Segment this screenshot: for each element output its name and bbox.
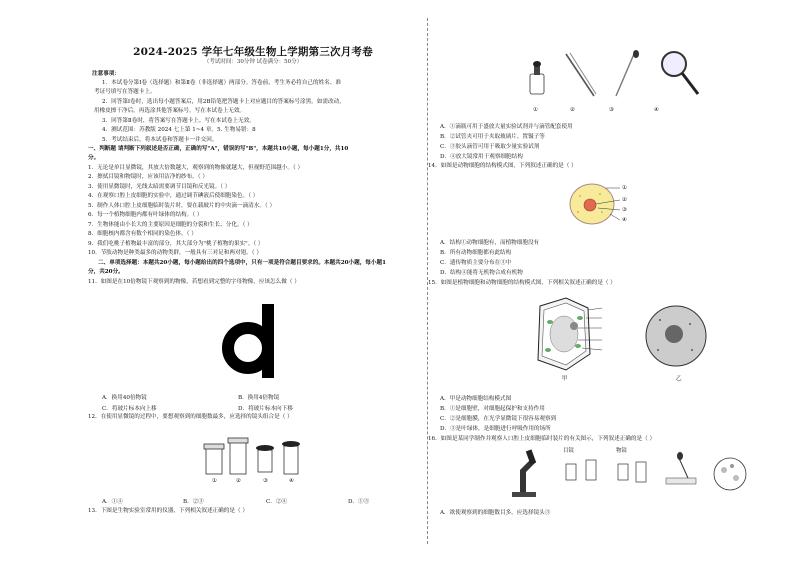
q14-option-d[interactable]: D．结构④能将无机物合成有机物 — [440, 270, 523, 276]
section2-heading: 二、单项选择题：本题共20小题，每小题给出的四个选项中，只有一项是符合题目要求的。本题共20小题，每小题1 — [98, 260, 386, 266]
section2-heading-cont: 分，共20分。 — [88, 269, 124, 275]
lens-1 — [204, 444, 224, 474]
q11-stem: 11．如图是在10倍物镜下观察到的物像，若想看到完整的字母物像，应该怎么做（ ） — [88, 279, 300, 285]
label-eyepiece: 目镜 — [563, 448, 574, 454]
q12-option-c[interactable]: C．②④ — [266, 499, 288, 505]
judge-item-3: 3．使用显微镜时，光线太暗需要调节目镜和反光镜。（ ） — [88, 184, 231, 190]
q15-stem: 15．如图是植物细胞和动物细胞的结构模式图，下列相关叙述正确的是（ ） — [428, 280, 616, 286]
q14-option-b[interactable]: B．所有动物细胞都有此结构 — [440, 250, 512, 256]
judge-item-8: 8．细胞核内都含有数个相同的染色体。（ ） — [88, 231, 197, 237]
notes-heading: 注意事项： — [92, 71, 120, 77]
q15-option-d[interactable]: D．③是叶绿体，是细胞进行呼吸作用的场所 — [440, 426, 551, 432]
lens-3 — [256, 445, 274, 472]
q12-label-3: ③ — [263, 478, 269, 484]
microscope-procedure-figure — [506, 448, 756, 500]
judge-item-1: 1．无论是单目显微镜，其放大倍数越大，观察到的物像就越大，但视野范围越小。（ ） — [88, 165, 304, 171]
q11-option-d[interactable]: D．将玻片标本向下移 — [238, 406, 293, 412]
judge-item-4: 4．在观察口腔上皮细胞的实验中，通过调节碘液后使细胞染色。（ ） — [88, 193, 259, 199]
q14-label-3: ③ — [622, 207, 628, 213]
eyepiece-lenses — [566, 460, 596, 480]
q13-option-b[interactable]: B．②试管夹可用于夹取玻璃片、置镊子等 — [440, 134, 545, 140]
note-4: 4．测试范围：苏教版 2024 七上第 1~4 章。5. 生物易错：8 — [102, 127, 256, 133]
judge-item-7: 7．生物体能由小长大的主要原因是细胞的分裂和生长、分化。（ ） — [88, 222, 253, 228]
dropper-bottle — [530, 61, 544, 94]
q13-label-2: ② — [570, 107, 576, 113]
judge-item-10: 10．节肢动物是种类最多的动物类群，一般具有三对足和两对翅。（ ） — [88, 250, 262, 256]
q13-label-3: ③ — [609, 107, 615, 113]
q12-label-2: ② — [236, 478, 242, 484]
note-5: 5．考试结束后，将本试卷和答题卡一并交回。 — [102, 137, 218, 143]
q15-option-b[interactable]: B．①是细胞壁，对细胞起保护和支持作用 — [440, 406, 545, 412]
q14-label-4: ④ — [622, 217, 628, 223]
q16-stem: 16．如图是某同学制作并观察人口腔上皮细胞临时装片的有关图示，下列叙述正确的是（ ） — [428, 436, 656, 442]
label-objective: 物镜 — [616, 448, 627, 454]
slide-procedure — [666, 452, 696, 484]
exam-subtitle: （考试时间：30分钟 试卷满分：50分） — [203, 59, 303, 65]
q14-option-a[interactable]: A．结构①动物细胞有，而植物细胞没有 — [440, 240, 540, 246]
section1-heading-cont: 分。 — [88, 155, 100, 161]
q13-label-4: ④ — [654, 107, 660, 113]
note-3: 3．回答第Ⅱ卷时，将答案写在答题卡上。写在本试卷上无效。 — [102, 118, 255, 124]
lab-instruments-figure — [516, 48, 716, 104]
q14-label-1: ① — [622, 185, 628, 191]
left-column — [88, 0, 418, 562]
q14-option-c[interactable]: C．遗传物质主要分布在③中 — [440, 260, 512, 266]
note-1: 1．本试卷分第Ⅰ卷（选择题）和第Ⅱ卷（非选择题）两部分。答卷前，考生务必将自己的姓名、准 — [102, 80, 341, 86]
panel-label-animal: 乙 — [676, 376, 682, 382]
lens-2 — [228, 438, 248, 474]
cell-nucleus — [584, 199, 596, 211]
q12-label-4: ④ — [289, 478, 295, 484]
forceps — [566, 53, 596, 96]
note-2: 2．回答第Ⅰ卷时，选出每小题答案后，用2B铅笔把答题卡上对应题目的答案标号涂黑。如需改动， — [102, 99, 345, 105]
q15-option-a[interactable]: A．甲是动物细胞结构模式图 — [440, 396, 512, 402]
letter-d-figure — [218, 300, 284, 380]
q12-option-d[interactable]: D．①③ — [348, 499, 370, 505]
q13-stem: 13．下图是生物实验室常用的仪器，下列相关叙述正确的是（ ） — [88, 508, 248, 514]
microscope — [512, 449, 536, 497]
q11-option-c[interactable]: C．将玻片标本向上移 — [102, 406, 157, 412]
q13-option-c[interactable]: C．③胶头滴管可用于吸取少量实验试剂 — [440, 144, 540, 150]
q14-stem: 14．如图是动物细胞的结构模式图，下列叙述正确的是（ ） — [428, 163, 577, 169]
q12-label-1: ① — [212, 478, 218, 484]
cell-view — [714, 458, 746, 490]
exam-title: 2024-2025 学年七年级生物上学期第三次月考卷 — [133, 46, 373, 58]
q13-option-d[interactable]: D．④放大镜常用于观察细胞结构 — [440, 154, 523, 160]
q12-stem: 12．在使用显微镜的过程中，要想观察到的细胞数最多，应选择的镜头组合是（ ） — [88, 414, 293, 420]
section1-heading: 一、判断题 请判断下列叙述是否正确，正确的写"A"，错误的写"B"，本题共10小题，每小题1分，共10 — [88, 146, 349, 152]
q13-label-1: ① — [533, 107, 539, 113]
q12-option-a[interactable]: A．①④ — [102, 499, 123, 505]
lens-4 — [282, 441, 300, 474]
plant-animal-cell-figure — [526, 296, 726, 376]
plant-cell — [538, 298, 602, 370]
q11-option-a[interactable]: A．换用40倍物镜 — [102, 395, 147, 401]
note-1b: 考证号填写在答题卡上。 — [94, 89, 156, 95]
note-2b: 用橡皮擦干净后，再选涂其他答案标号。写在本试卷上无效。 — [94, 108, 246, 114]
judge-item-2: 2．擦拭目镜和物镜时，应该用洁净的纱布。（ ） — [88, 174, 209, 180]
judge-item-5: 5．制作人体口腔上皮细胞临时装片时，要在载玻片的中央滴一滴清水。（ ） — [88, 203, 276, 209]
judge-item-9: 9．我们吃桃子植物最丰富的部分，其大部分为"桃子植物的果实"。（ ） — [88, 241, 264, 247]
right-column — [428, 0, 781, 562]
magnifier — [662, 52, 698, 94]
judge-item-6: 6．每一个植物细胞内都有叶绿体的结构。（ ） — [88, 212, 203, 218]
q12-option-b[interactable]: B．②③ — [183, 499, 204, 505]
pipette — [616, 50, 639, 96]
letter-d-stem — [262, 304, 274, 378]
q16-option-a[interactable]: A．欲使观察到的细胞数目多，应选择镜头③ — [440, 510, 551, 516]
lens-figure — [198, 436, 318, 480]
q14-label-2: ② — [622, 197, 628, 203]
objective-lenses — [618, 462, 646, 482]
q13-option-a[interactable]: A．①滴瓶可用于盛放大量实验试剂并与滴管配套使用 — [440, 124, 573, 130]
q11-option-b[interactable]: B．换用4倍物镜 — [238, 395, 280, 401]
panel-label-plant: 甲 — [562, 376, 568, 382]
q15-option-c[interactable]: C．②是细胞膜，在光学显微镜下很容易观察到 — [440, 416, 557, 422]
animal-cell — [646, 306, 706, 366]
